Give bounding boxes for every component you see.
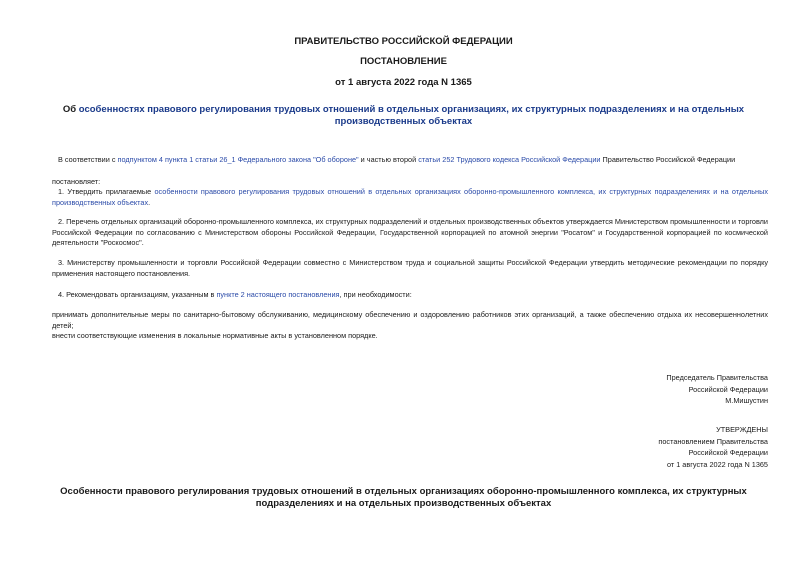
approval-label: УТВЕРЖДЕНЫ: [716, 425, 768, 434]
item-4-measure-1: принимать дополнительные меры по санитарно-бытовому обслуживанию, медицинскому обеспечению и оздоровлению работников этих организаций, а также обеспечению отдыха их несовершеннолетних детей;: [52, 310, 768, 330]
signature-name: М.Мишустин: [725, 396, 768, 405]
document-date-number: от 1 августа 2022 года N 1365: [335, 77, 472, 88]
document-title: [40, 104, 767, 128]
intro-text-1: В соответствии с: [58, 155, 118, 164]
link-labor-code[interactable]: статьи 252 Трудового кодекса Российской Федерации: [418, 155, 601, 164]
resolves-label: постановляет:: [52, 177, 101, 186]
signature-block: [560, 372, 768, 407]
link-labor-features[interactable]: особенности правового регулирования трудовых отношений в отдельных организациях оборонно-промышленного комплекса, их структурных подразделениях и на отдельных производственных объектах: [52, 187, 768, 207]
document-type: ПОСТАНОВЛЕНИЕ: [360, 56, 447, 67]
approval-by: постановлением Правительства: [658, 436, 768, 446]
signature-org: Российской Федерации: [688, 384, 768, 394]
item-4: [52, 290, 768, 301]
item-4-measure-2: внести соответствующие изменения в локальные нормативные акты в установленном порядке.: [52, 331, 378, 340]
item-4-text-1: 4. Рекомендовать организациям, указанным в: [58, 290, 217, 299]
item-3: 3. Министерству промышленности и торговли Российской Федерации совместно с Министерством труда и социальной защиты Российской Федерации утвердить методические рекомендации по порядку применения настоящего постановления.: [52, 258, 768, 278]
approval-date: от 1 августа 2022 года N 1365: [666, 459, 768, 469]
title-prefix: Об: [62, 104, 79, 115]
intro-text-2: и частью второй: [358, 155, 419, 164]
item-1: [52, 187, 768, 208]
title-link[interactable]: особенностях правового регулирования трудовых отношений в отдельных организациях, их структурных подразделениях и на отдельных производственных объектах: [78, 104, 745, 127]
intro-text-3: Правительство Российской Федерации: [600, 155, 736, 164]
item-2: 2. Перечень отдельных организаций оборонно-промышленного комплекса, их структурных подразделений и отдельных производственных объектов утверждается Министерством промышленности и торговли Российской Федерации по согласованию с Министерством обороны Российской Федерации, Государственной корпорацией по атомной энергии "Росатом" и Государственной корпорацией по космической деятельности "Роскосмос".: [52, 217, 768, 247]
link-defense-law[interactable]: подпунктом 4 пункта 1 статьи 26_1 Федерального закона "Об обороне": [117, 155, 359, 164]
government-heading: ПРАВИТЕЛЬСТВО РОССИЙСКОЙ ФЕДЕРАЦИИ: [294, 36, 513, 47]
item-1-text-2: .: [148, 197, 151, 207]
link-item-2[interactable]: пункте 2 настоящего постановления: [216, 290, 340, 299]
approval-org: Российской Федерации: [688, 448, 768, 457]
signature-position: Председатель Правительства: [666, 373, 768, 382]
intro-paragraph: [52, 155, 768, 166]
appendix-title: Особенности правового регулирования трудовых отношений в отдельных организациях оборонно-промышленного комплекса, их структурных подразделениях и на отдельных производственных объектах: [60, 486, 747, 509]
item-4-text-2: , при необходимости:: [339, 290, 412, 299]
approval-block: [560, 424, 768, 470]
item-1-text-1: 1. Утвердить прилагаемые: [58, 187, 155, 196]
